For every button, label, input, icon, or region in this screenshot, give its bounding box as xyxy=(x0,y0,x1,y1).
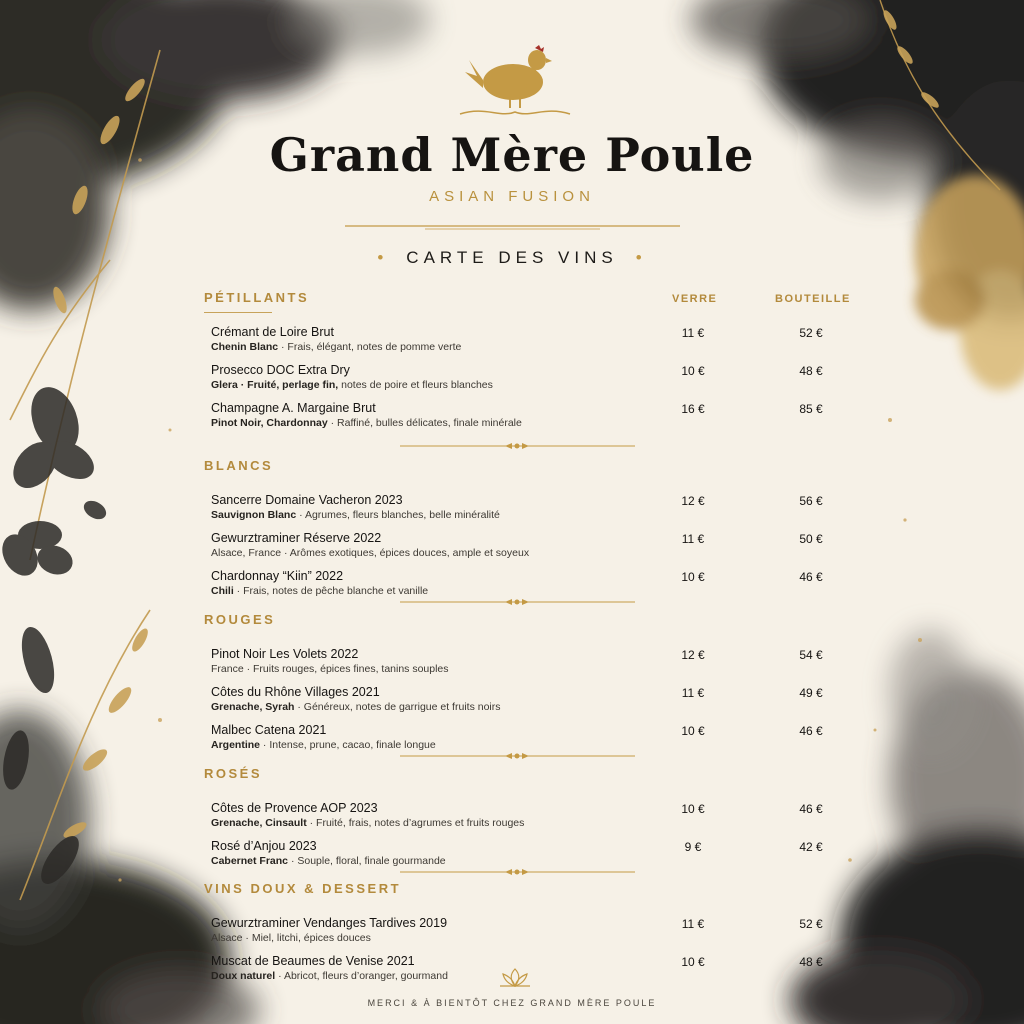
wine-name: Chardonnay “Kiin” 2022 xyxy=(211,569,344,583)
wine-name: Côtes de Provence AOP 2023 xyxy=(211,801,378,815)
section-underline xyxy=(204,312,272,313)
wine-item xyxy=(211,723,651,752)
wine-description xyxy=(211,340,651,354)
price-glass: 11 € xyxy=(681,917,705,931)
wine-list-title xyxy=(0,248,1024,268)
wine-item xyxy=(211,839,651,868)
wine-grape: Grenache, Cinsault xyxy=(211,817,307,829)
price-bottle: 85 € xyxy=(799,402,823,416)
section-divider xyxy=(400,442,635,450)
wine-name: Prosecco DOC Extra Dry xyxy=(211,363,350,377)
price-glass: 10 € xyxy=(681,955,705,969)
wine-notes: · Frais, élégant, notes de pomme verte xyxy=(278,341,462,353)
price-bottle: 54 € xyxy=(799,648,823,662)
restaurant-subtitle: ASIAN FUSION xyxy=(429,188,595,205)
wine-notes: · Frais, notes de pêche blanche et vanille xyxy=(233,585,429,597)
wine-description xyxy=(211,816,651,830)
wine-grape: Sauvignon Blanc xyxy=(211,509,297,521)
price-glass: 10 € xyxy=(681,570,705,584)
price-glass: 11 € xyxy=(681,326,705,340)
section-title: ROUGES xyxy=(204,612,276,627)
wine-item xyxy=(211,685,651,714)
section-divider xyxy=(400,868,635,876)
dot-ornament: • xyxy=(635,248,647,267)
wine-name: Crémant de Loire Brut xyxy=(211,325,334,339)
price-bottle: 46 € xyxy=(799,570,823,584)
card-title-text: CARTE DES VINS xyxy=(406,248,618,267)
wine-grape: Cabernet Franc xyxy=(211,855,289,867)
price-bottle: 42 € xyxy=(799,840,823,854)
price-bottle: 56 € xyxy=(799,494,823,508)
wine-notes: · Généreux, notes de garrigue et fruits noirs xyxy=(294,701,501,713)
price-glass: 9 € xyxy=(684,840,702,854)
price-bottle: 46 € xyxy=(799,802,823,816)
wine-grape: Grenache, Syrah xyxy=(211,701,295,713)
dot-ornament: • xyxy=(377,248,389,267)
wine-description xyxy=(211,546,651,560)
price-glass: 12 € xyxy=(681,494,705,508)
section-title: BLANCS xyxy=(204,458,274,473)
wine-notes: · Agrumes, fleurs blanches, belle minéralité xyxy=(296,509,500,521)
section-title: ROSÉS xyxy=(204,766,263,781)
wine-name: Champagne A. Margaine Brut xyxy=(211,401,376,415)
footer-message: MERCI & À BIENTÔT CHEZ GRAND MÈRE POULE xyxy=(367,998,657,1008)
price-glass: 16 € xyxy=(681,402,705,416)
wine-name: Malbec Catena 2021 xyxy=(211,723,327,737)
wine-description xyxy=(211,508,651,522)
price-glass: 12 € xyxy=(681,648,705,662)
wine-notes: · Souple, floral, finale gourmande xyxy=(288,855,446,867)
wine-description xyxy=(211,931,651,945)
price-glass: 10 € xyxy=(681,802,705,816)
wine-name: Côtes du Rhône Villages 2021 xyxy=(211,685,380,699)
price-bottle: 52 € xyxy=(799,326,823,340)
wine-item xyxy=(211,401,651,430)
price-bottle: 46 € xyxy=(799,724,823,738)
wine-description xyxy=(211,738,651,752)
section-title: VINS DOUX & DESSERT xyxy=(204,881,402,896)
wine-grape: Argentine xyxy=(211,739,261,751)
wine-name: Pinot Noir Les Volets 2022 xyxy=(211,647,359,661)
wine-description xyxy=(211,584,651,598)
wine-grape: Chili xyxy=(211,585,234,597)
wine-notes: France · Fruits rouges, épices fines, tanins souples xyxy=(211,663,449,675)
price-bottle: 48 € xyxy=(799,955,823,969)
wine-description xyxy=(211,662,651,676)
wine-name: Sancerre Domaine Vacheron 2023 xyxy=(211,493,403,507)
wine-item xyxy=(211,531,651,560)
wine-notes: Alsace, France · Arômes exotiques, épices douces, ample et soyeux xyxy=(211,547,530,559)
wine-grape: Chenin Blanc xyxy=(211,341,279,353)
section-title: PÉTILLANTS xyxy=(204,290,310,305)
wine-description xyxy=(211,700,651,714)
wine-description xyxy=(211,969,651,983)
column-header-glass: VERRE xyxy=(672,293,718,305)
title-divider xyxy=(345,222,680,230)
wine-item xyxy=(211,325,651,354)
wine-grape: Doux naturel xyxy=(211,970,276,982)
price-glass: 10 € xyxy=(681,724,705,738)
wine-item xyxy=(211,569,651,598)
wine-item xyxy=(211,801,651,830)
wine-item xyxy=(211,916,651,945)
price-glass: 10 € xyxy=(681,364,705,378)
wine-description xyxy=(211,378,651,392)
column-header-bottle: BOUTEILLE xyxy=(775,293,851,305)
wine-notes: · Abricot, fleurs d’oranger, gourmand xyxy=(275,970,448,982)
wine-notes: Alsace · Miel, litchi, épices douces xyxy=(211,932,371,944)
wine-item xyxy=(211,493,651,522)
section-divider xyxy=(400,752,635,760)
wine-notes: · Intense, prune, cacao, finale longue xyxy=(260,739,436,751)
wine-grape: Glera · Fruité, perlage fin, xyxy=(211,379,339,391)
section-divider xyxy=(400,598,635,606)
price-bottle: 48 € xyxy=(799,364,823,378)
wine-name: Muscat de Beaumes de Venise 2021 xyxy=(211,954,415,968)
lotus-icon xyxy=(498,968,532,988)
wine-notes: · Fruité, frais, notes d’agrumes et fruits rouges xyxy=(306,817,525,829)
wine-notes: · Raffiné, bulles délicates, finale minérale xyxy=(327,417,522,429)
wine-description xyxy=(211,416,651,430)
wine-grape: Pinot Noir, Chardonnay xyxy=(211,417,328,429)
price-glass: 11 € xyxy=(681,686,705,700)
price-glass: 11 € xyxy=(681,532,705,546)
hen-icon xyxy=(455,36,575,122)
wine-name: Gewurztraminer Réserve 2022 xyxy=(211,531,382,545)
wine-name: Rosé d’Anjou 2023 xyxy=(211,839,317,853)
price-bottle: 50 € xyxy=(799,532,823,546)
price-bottle: 49 € xyxy=(799,686,823,700)
wine-item xyxy=(211,647,651,676)
wine-name: Gewurztraminer Vendanges Tardives 2019 xyxy=(211,916,448,930)
wine-notes: notes de poire et fleurs blanches xyxy=(338,379,493,391)
price-bottle: 52 € xyxy=(799,917,823,931)
wine-item xyxy=(211,954,651,983)
wine-description xyxy=(211,854,651,868)
wine-item xyxy=(211,363,651,392)
restaurant-title: Grand Mère Poule xyxy=(269,128,755,182)
